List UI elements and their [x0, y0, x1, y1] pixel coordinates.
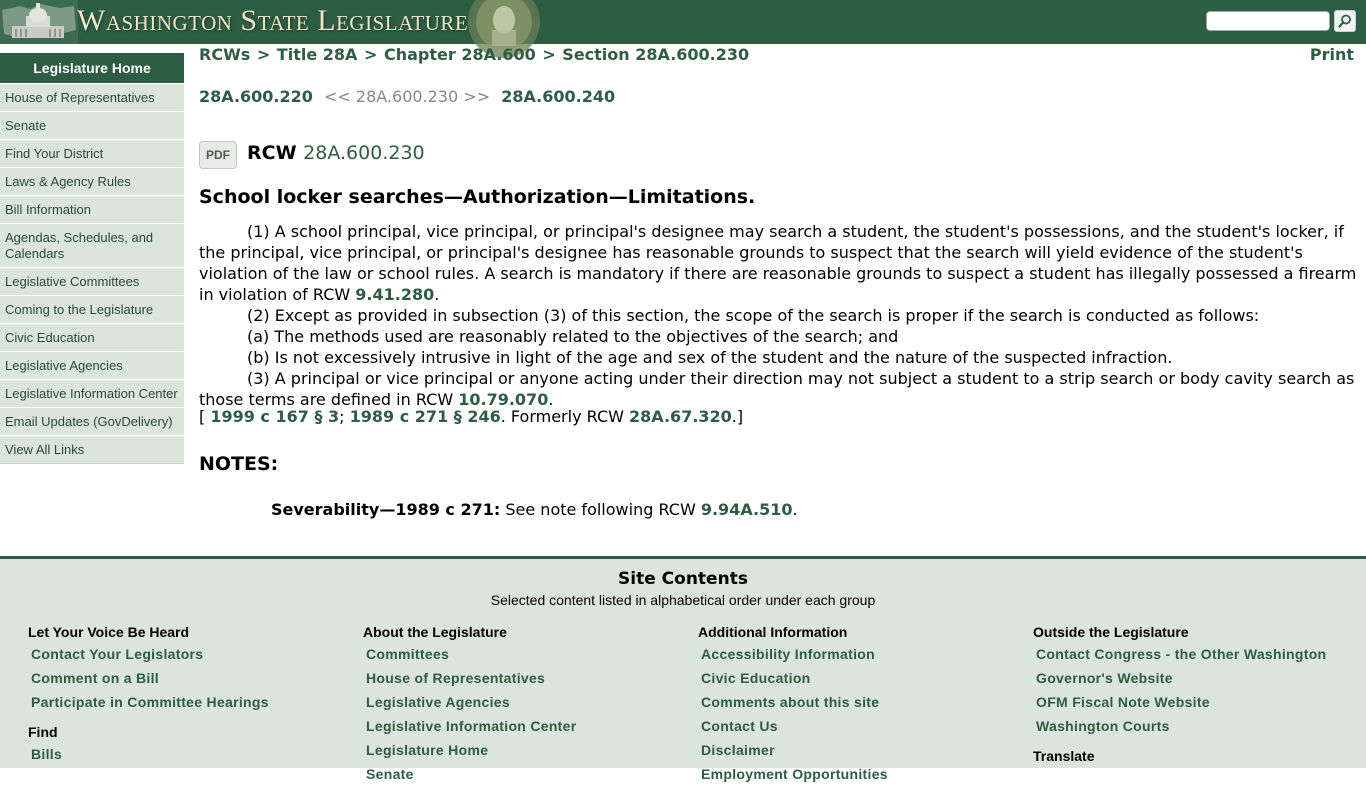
- paragraph-4: (b) Is not excessively intrusive in light of the age and sex of the student and the nature of the suspected infraction.: [247, 348, 1173, 367]
- paragraph-5: [199, 368, 1359, 410]
- footer-link[interactable]: Disclaimer: [701, 742, 775, 758]
- former-rcw-link[interactable]: 28A.67.320: [629, 407, 732, 426]
- punctuation: .: [792, 500, 798, 519]
- pdf-button[interactable]: PDF: [199, 141, 237, 169]
- footer-heading: Additional Information: [698, 624, 848, 640]
- punctuation: .: [434, 285, 440, 304]
- note-text: See note following RCW: [500, 500, 701, 519]
- notes-heading: NOTES:: [199, 453, 279, 475]
- section-body: [199, 221, 1359, 410]
- footer-link[interactable]: House of Representatives: [366, 670, 546, 686]
- sidebar-item-view-all[interactable]: View All Links: [0, 435, 184, 463]
- sidebar-item-house[interactable]: House of Representatives: [0, 83, 184, 111]
- bracket-open: [: [199, 407, 211, 426]
- formerly-text: . Formerly RCW: [500, 407, 630, 426]
- sidebar-item-senate[interactable]: Senate: [0, 111, 184, 139]
- footer-link[interactable]: Washington Courts: [1036, 718, 1170, 734]
- footer-link[interactable]: Bills: [31, 746, 63, 762]
- sidebar-item-legislature-home[interactable]: Legislature Home: [0, 53, 184, 83]
- breadcrumb-separator: >: [363, 45, 378, 64]
- site-footer: [0, 556, 1366, 782]
- capitol-building-icon: [0, 0, 78, 44]
- footer-heading: Translate: [1033, 748, 1095, 764]
- sidebar-item-email-updates[interactable]: Email Updates (GovDelivery): [0, 407, 184, 435]
- footer-title: Site Contents: [618, 569, 748, 589]
- paragraph-1: [199, 221, 1359, 305]
- search-button[interactable]: [1334, 10, 1356, 32]
- footer-link[interactable]: Comment on a Bill: [31, 670, 159, 686]
- footer-link[interactable]: Contact Us: [701, 718, 778, 734]
- footer-link[interactable]: Senate: [366, 766, 414, 782]
- footer-link[interactable]: Comments about this site: [701, 694, 880, 710]
- footer-column-about: [363, 624, 683, 790]
- footer-link[interactable]: Contact Your Legislators: [31, 646, 204, 662]
- footer-link[interactable]: Legislative Agencies: [366, 694, 510, 710]
- footer-link[interactable]: Legislature Home: [366, 742, 489, 758]
- footer-link[interactable]: Contact Congress - the Other Washington: [1036, 646, 1327, 662]
- search-input[interactable]: [1206, 11, 1330, 31]
- footer-link[interactable]: OFM Fiscal Note Website: [1036, 694, 1210, 710]
- breadcrumb-title[interactable]: Title 28A: [276, 45, 358, 64]
- magnifier-icon: [1338, 14, 1352, 28]
- breadcrumb-separator: >: [256, 45, 271, 64]
- rcw-heading: [247, 142, 425, 164]
- paragraph-text: (1) A school principal, vice principal, or principal's designee may search a student, the student's possessions, and the student's locker, if the principal, vice principal, or principal's designee has reasonable grounds to suspect that the search will yield evidence of the student's violation of the law or school rules. A search is mandatory if there are reasonable grounds to suspect a student has illegally possessed a firearm in violation of RCW: [199, 222, 1357, 304]
- paragraph-2: (2) Except as provided in subsection (3) of this section, the scope of the search is proper if the search is conducted as follows:: [247, 306, 1260, 325]
- breadcrumb: [199, 45, 749, 64]
- sidebar-item-bill-info[interactable]: Bill Information: [0, 195, 184, 223]
- sidebar-item-agendas[interactable]: Agendas, Schedules, and Calendars: [0, 223, 184, 267]
- current-section: 28A.600.230: [355, 87, 459, 106]
- footer-column-outside: [1033, 624, 1353, 770]
- breadcrumb-separator: >: [542, 45, 556, 64]
- footer-link[interactable]: Employment Opportunities: [701, 766, 888, 782]
- sidebar-item-agencies[interactable]: Legislative Agencies: [0, 351, 184, 379]
- session-law-link-2[interactable]: 1989 c 271 § 246: [349, 407, 501, 426]
- footer-link[interactable]: Civic Education: [701, 670, 811, 686]
- print-link[interactable]: Print: [1309, 45, 1354, 64]
- paragraph-text: (3) A principal or vice principal or anyone acting under their direction may not subject a student to a strip search or body cavity search as those terms are defined in RCW: [199, 369, 1355, 409]
- sidebar-item-laws-rules[interactable]: Laws & Agency Rules: [0, 167, 184, 195]
- footer-link[interactable]: Governor's Website: [1036, 670, 1173, 686]
- footer-heading: Find: [28, 724, 58, 740]
- sidebar-item-info-center[interactable]: Legislative Information Center: [0, 379, 184, 407]
- footer-heading: Outside the Legislature: [1033, 624, 1189, 640]
- previous-section-link[interactable]: 28A.600.220: [199, 87, 313, 106]
- section-caption: School locker searches—Authorization—Limitations.: [199, 186, 756, 208]
- sidebar-item-coming[interactable]: Coming to the Legislature: [0, 295, 184, 323]
- sidebar-nav: [0, 53, 184, 464]
- footer-link[interactable]: Accessibility Information: [701, 646, 875, 662]
- paragraph-3: (a) The methods used are reasonably related to the objectives of the search; and: [247, 327, 899, 346]
- section-nav-current: [324, 87, 490, 106]
- section-navigation: [199, 87, 615, 106]
- next-arrow: >>: [463, 87, 491, 106]
- separator: ;: [339, 407, 350, 426]
- sidebar-item-find-district[interactable]: Find Your District: [0, 139, 184, 167]
- punctuation: .: [548, 390, 554, 409]
- next-section-link[interactable]: 28A.600.240: [501, 87, 616, 106]
- breadcrumb-chapter[interactable]: Chapter 28A.600: [383, 45, 536, 64]
- rcw-link-10-79-070[interactable]: 10.79.070: [458, 390, 549, 409]
- rcw-link-9-41-280[interactable]: 9.41.280: [355, 285, 435, 304]
- site-title: Washington State Legislature: [77, 4, 469, 37]
- footer-heading: About the Legislature: [363, 624, 507, 640]
- footer-link[interactable]: Committees: [366, 646, 450, 662]
- sidebar-item-civic-ed[interactable]: Civic Education: [0, 323, 184, 351]
- bracket-close: .]: [731, 407, 744, 426]
- prev-arrow: <<: [324, 87, 351, 106]
- session-law-link-1[interactable]: 1999 c 167 § 3: [210, 407, 340, 426]
- breadcrumb-section[interactable]: Section 28A.600.230: [562, 45, 750, 64]
- footer-subtitle: Selected content listed in alphabetical order under each group: [490, 592, 876, 608]
- footer-heading: Let Your Voice Be Heard: [28, 624, 190, 640]
- footer-link[interactable]: Participate in Committee Hearings: [31, 694, 269, 710]
- footer-column-additional: [698, 624, 1018, 790]
- footer-column-voice: [28, 624, 348, 770]
- severability-note: [271, 500, 798, 519]
- note-label: Severability—1989 c 271:: [271, 500, 501, 519]
- sidebar-item-committees[interactable]: Legislative Committees: [0, 267, 184, 295]
- history-note: [199, 407, 743, 426]
- rcw-number-link[interactable]: 28A.600.230: [303, 142, 425, 164]
- site-header: [0, 0, 1366, 44]
- site-logo[interactable]: [0, 0, 550, 44]
- rcw-link-9-94a-510[interactable]: 9.94A.510: [700, 500, 793, 519]
- breadcrumb-rcws[interactable]: RCWs: [199, 45, 251, 64]
- footer-link[interactable]: Legislative Information Center: [366, 718, 577, 734]
- rcw-prefix: RCW: [247, 142, 297, 164]
